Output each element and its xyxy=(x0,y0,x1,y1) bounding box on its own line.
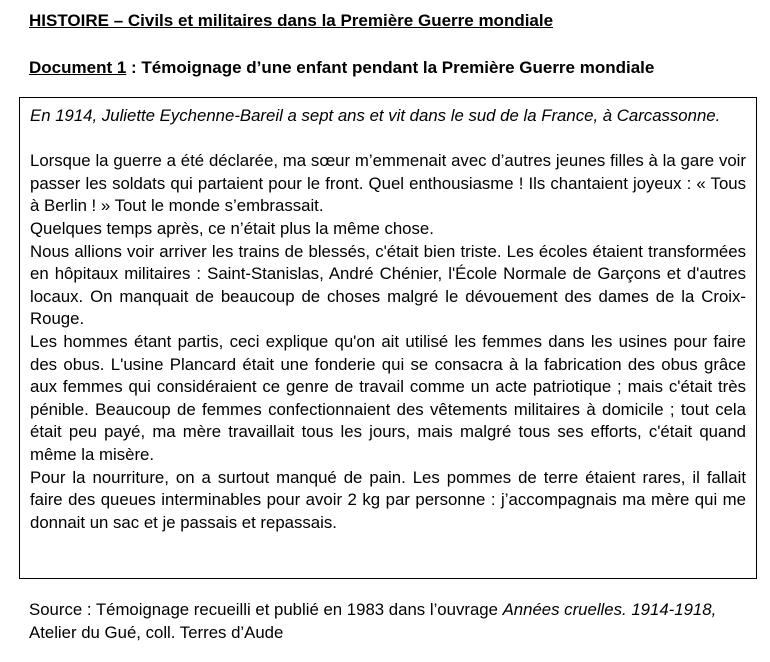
source-suffix: Atelier du Gué, coll. Terres d’Aude xyxy=(29,623,284,642)
heading-separator: : xyxy=(126,58,142,77)
page-title xyxy=(29,10,553,32)
document-title: Témoignage d’une enfant pendant la Première Guerre mondiale xyxy=(141,58,655,77)
document-heading xyxy=(29,57,654,79)
testimony-paragraph: Pour la nourriture, on a surtout manqué de pain. Les pommes de terre étaient rares, il fallait faire des queues interminables pour avoir 2 kg par personne : j’accompagnais ma mère qui me donnait un sac et je passais et repassais. xyxy=(30,467,746,532)
source-prefix: Source : Témoignage recueilli et publié en 1983 dans l’ouvrage xyxy=(29,600,503,619)
source-citation xyxy=(29,598,754,644)
document-label: Document 1 xyxy=(29,58,127,77)
testimony-paragraph: Nous allions voir arriver les trains de blessés, c'était bien triste. Les écoles étaient transformées en hôpitaux militaires : Saint-Stanislas, André Chénier, l'École Normale de Garçons et d'autres locaux. On manquait de beaucoup de choses malgré le dévouement des dames de la Croix-Rouge. xyxy=(30,241,746,329)
intro-text: En 1914, Juliette Eychenne-Bareil a sept ans et vit dans le sud de la France, à Carcassonne. xyxy=(30,106,721,125)
testimony-paragraph: Lorsque la guerre a été déclarée, ma sœur m’emmenait avec d’autres jeunes filles à la gare voir passer les soldats qui partaient pour le front. Quel enthousiasme ! Ils chantaient joyeux : « Tous à Berlin ! » Tout le monde s’embrassait. xyxy=(30,151,746,216)
source-book-title: Années cruelles. 1914-1918, xyxy=(502,600,717,619)
subject-title: HISTOIRE – Civils et militaires dans la Première Guerre mondiale xyxy=(29,11,554,30)
testimony-paragraph: Les hommes étant partis, ceci explique qu'on ait utilisé les femmes dans les usines pour faire des obus. L'usine Plancard était une fonderie qui se consacra à la fabrication des obus grâce aux femmes qui considéraient ce genre de travail comme un acte patriotique ; mais c'était très pénible. Beaucoup de femmes confectionnaient des vêtements militaires à domicile ; tout cela était peu payé, ma mère travaillait tous les jours, mais malgré tous ses efforts, c'était quand même la misère. xyxy=(30,331,746,464)
testimony-box xyxy=(19,97,757,579)
testimony-paragraph: Quelques temps après, ce n’était plus la même chose. xyxy=(30,218,434,238)
paragraph-gap xyxy=(30,128,746,151)
